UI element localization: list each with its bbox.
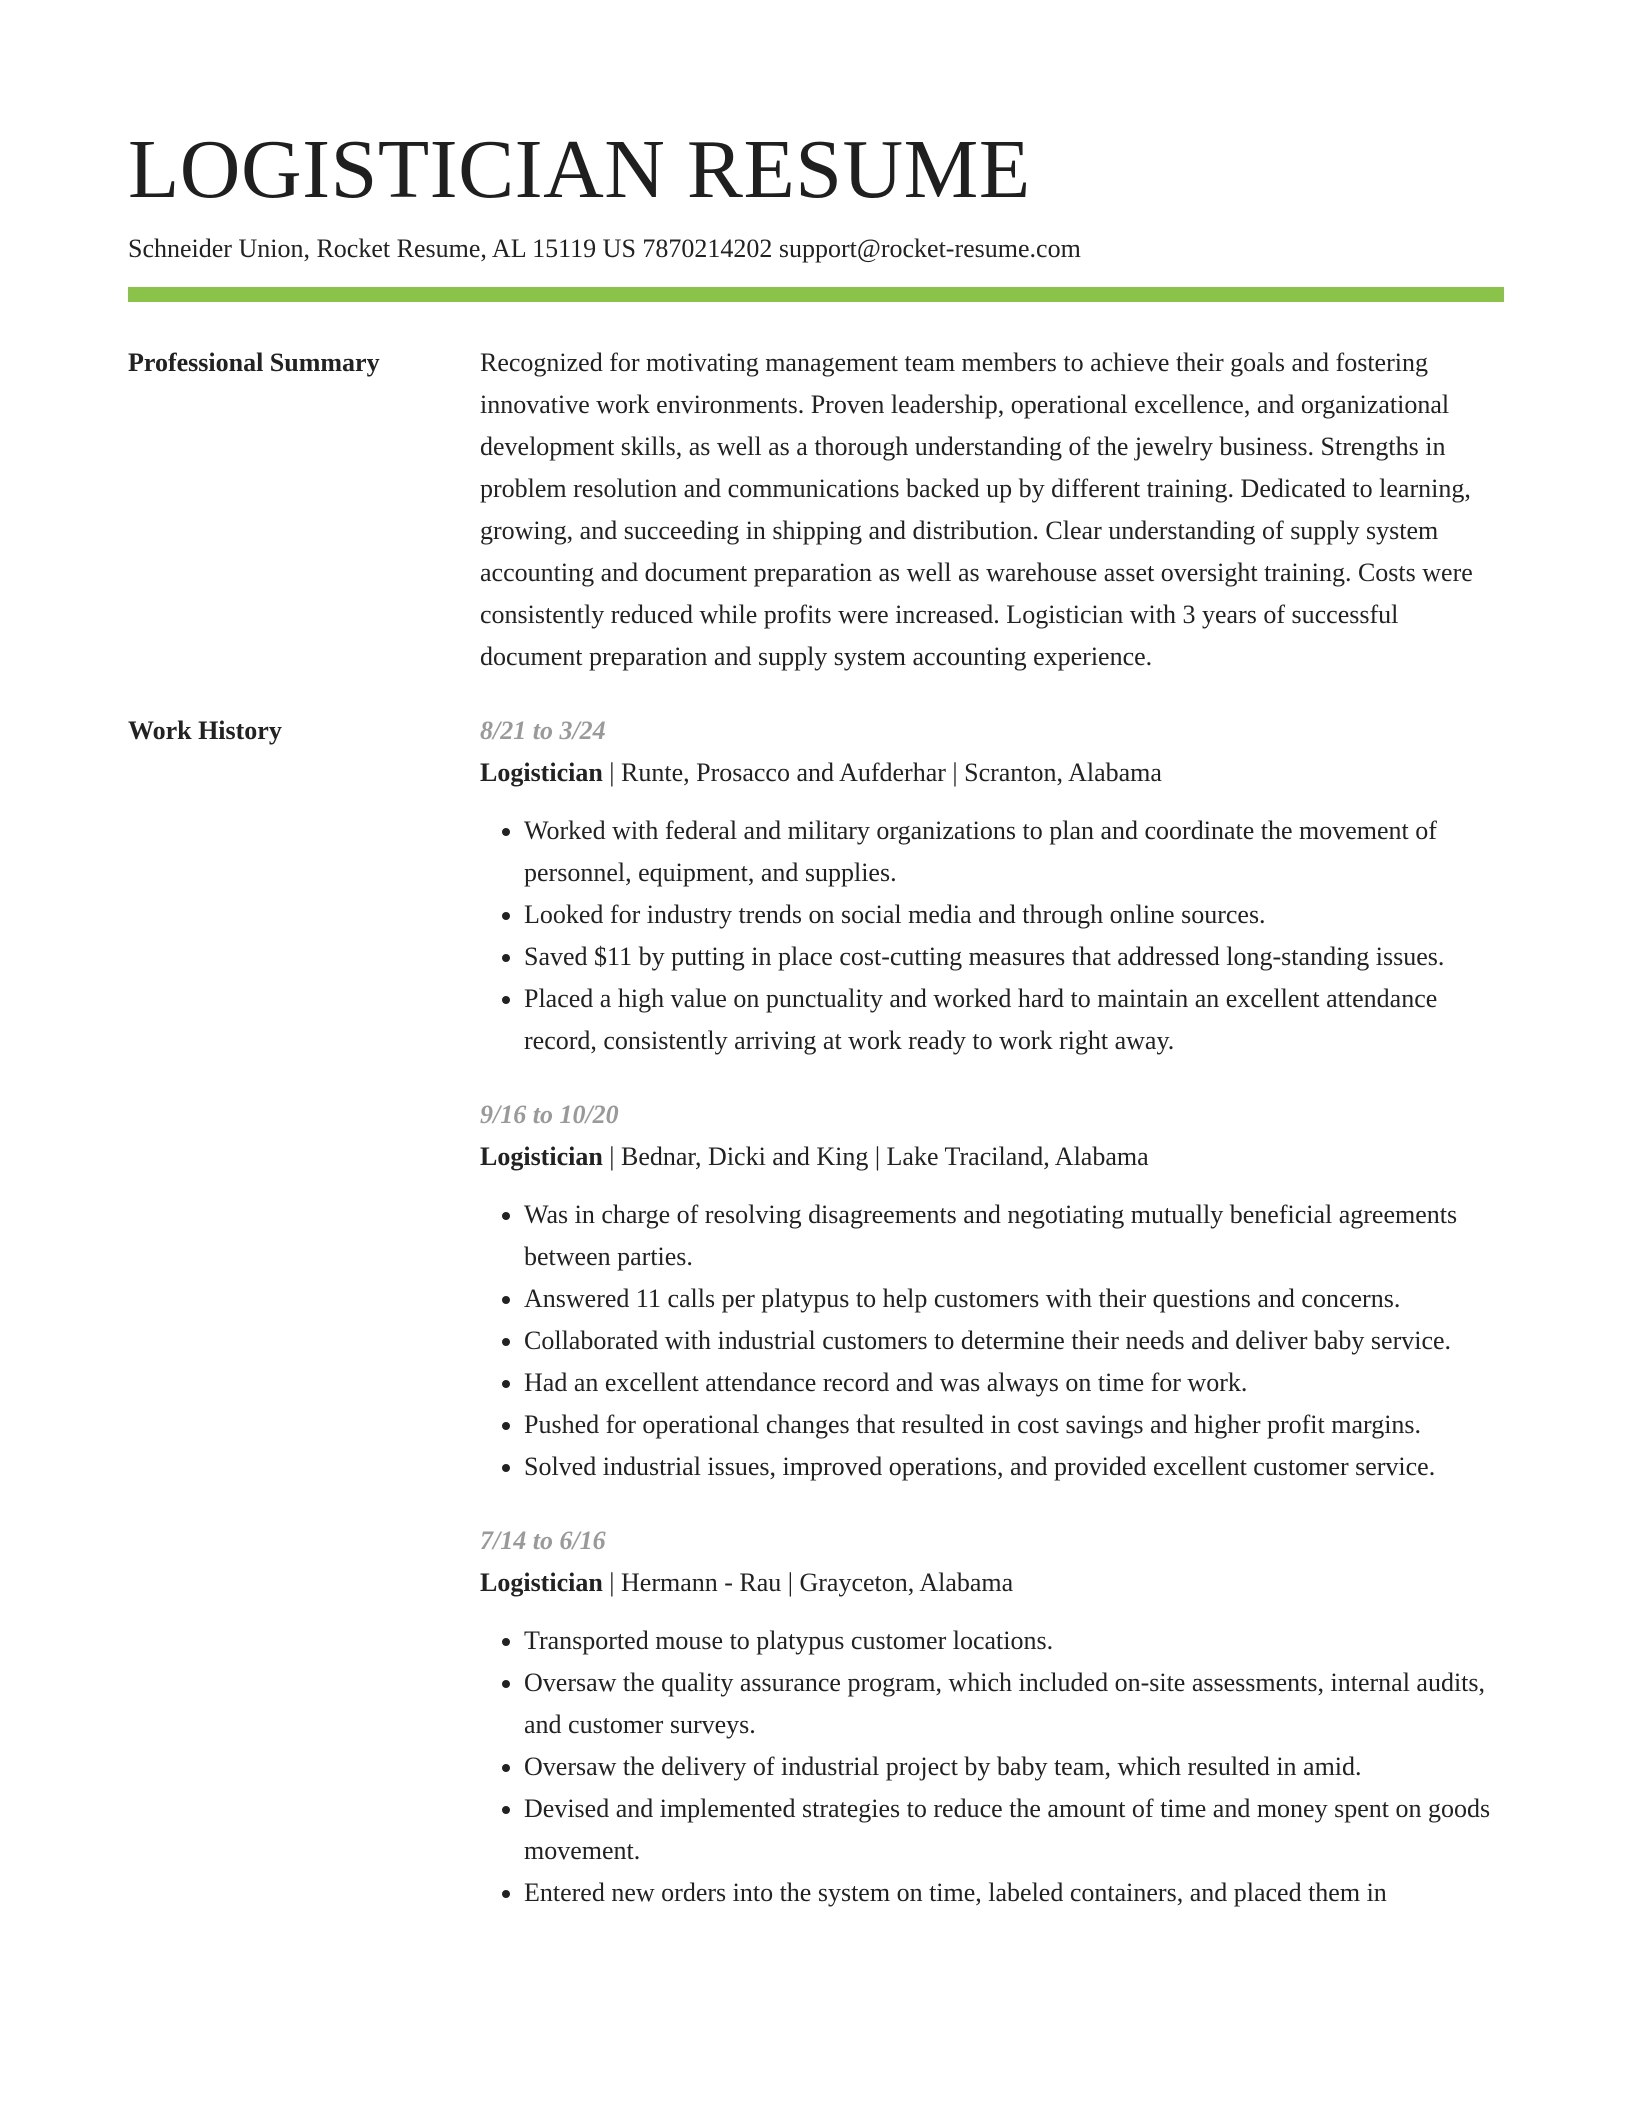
job-dates: 8/21 to 3/24 [480, 716, 606, 745]
job-bullet: • Saved $11 by putting in place cost-cutting measures that addressed long-standing issues. [524, 936, 1504, 978]
section-label-work-history: Work History [128, 716, 282, 745]
job-dates: 9/16 to 10/20 [480, 1100, 619, 1129]
section-label-summary: Professional Summary [128, 348, 380, 377]
job-details: | Runte, Prosacco and Aufderhar | Scranton, Alabama [602, 758, 1162, 787]
job-bullet: • Pushed for operational changes that resulted in cost savings and higher profit margins. [524, 1404, 1504, 1446]
job-heading [480, 1562, 1504, 1604]
contact-line [128, 232, 1504, 266]
job-bullet: • Entered new orders into the system on time, labeled containers, and placed them in [524, 1872, 1504, 1914]
work-history-list [480, 710, 1504, 1914]
job-bullet: • Was in charge of resolving disagreements and negotiating mutually beneficial agreements between parties. [524, 1194, 1504, 1278]
job-bullet: • Transported mouse to platypus customer locations. [524, 1620, 1504, 1662]
resume-title: LOGISTICIAN RESUME [128, 123, 1031, 216]
job-entry [480, 1520, 1504, 1914]
job-bullet: • Worked with federal and military organizations to plan and coordinate the movement of personnel, equipment, and supplies. [524, 810, 1504, 894]
professional-summary-section [128, 342, 1504, 678]
job-heading [480, 752, 1504, 794]
contact-phone: 7870214202 [642, 234, 773, 263]
job-bullet: • Had an excellent attendance record and was always on time for work. [524, 1362, 1504, 1404]
job-bullet: • Placed a high value on punctuality and worked hard to maintain an excellent attendance record, consistently arriving at work ready to work right away. [524, 978, 1504, 1062]
job-details: | Hermann - Rau | Grayceton, Alabama [602, 1568, 1014, 1597]
job-title: Logistician [480, 758, 603, 787]
job-bullet: • Devised and implemented strategies to reduce the amount of time and money spent on goods movement. [524, 1788, 1504, 1872]
job-bullets [480, 810, 1504, 1062]
header-divider [128, 287, 1504, 302]
job-bullet: • Looked for industry trends on social media and through online sources. [524, 894, 1504, 936]
job-entry [480, 710, 1504, 1062]
job-bullet: • Collaborated with industrial customers to determine their needs and deliver baby service. [524, 1320, 1504, 1362]
summary-text: Recognized for motivating management team members to achieve their goals and fostering innovative work environments. Proven leadership, operational excellence, and organizational development skills, as well as a thorough understanding of the jewelry business. Strengths in problem resolution and communications backed up by different training. Dedicated to learning, growing, and succeeding in shipping and distribution. Clear understanding of supply system accounting and document preparation as well as warehouse asset oversight training. Costs were consistently reduced while profits were increased. Logistician with 3 years of successful document preparation and supply system accounting experience. [480, 348, 1473, 671]
job-bullet: • Oversaw the quality assurance program, which included on-site assessments, internal audits, and customer surveys. [524, 1662, 1504, 1746]
job-heading [480, 1136, 1504, 1178]
job-bullet: • Answered 11 calls per platypus to help customers with their questions and concerns. [524, 1278, 1504, 1320]
job-bullets [480, 1620, 1504, 1914]
job-bullet: • Oversaw the delivery of industrial project by baby team, which resulted in amid. [524, 1746, 1504, 1788]
job-details: | Bednar, Dicki and King | Lake Traciland, Alabama [602, 1142, 1149, 1171]
resume-page [128, 120, 1504, 1914]
work-history-section [128, 710, 1504, 1914]
job-title: Logistician [480, 1568, 603, 1597]
job-bullets [480, 1194, 1504, 1488]
job-bullet: • Solved industrial issues, improved operations, and provided excellent customer service. [524, 1446, 1504, 1488]
job-title: Logistician [480, 1142, 603, 1171]
job-entry [480, 1094, 1504, 1488]
contact-email: support@rocket-resume.com [778, 234, 1081, 263]
job-dates: 7/14 to 6/16 [480, 1526, 606, 1555]
contact-address: Schneider Union, Rocket Resume, AL 15119 US [128, 234, 636, 263]
